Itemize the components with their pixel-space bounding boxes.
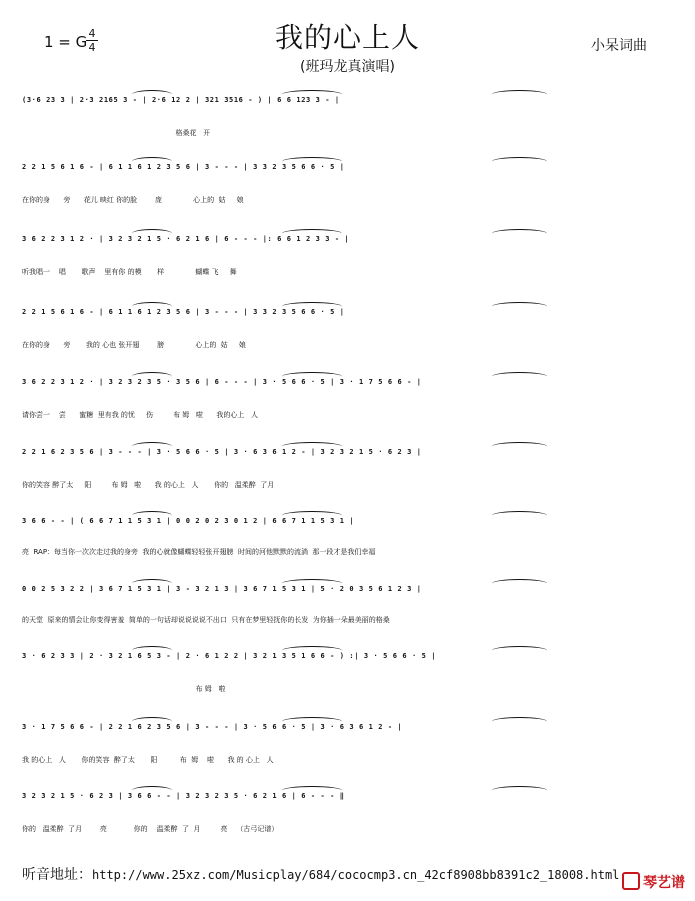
score-system	[22, 378, 687, 438]
notation-line: 2 2 1 5 6 1 6 - | 6 1 1 6 1 2 3 5 6 | 3 - - - | 3 3 2 3 5 6 6 · 5 |	[22, 308, 345, 316]
notation-line: 3 2 3 2 1 5 · 6 2 3 | 3 6 6 - - | 3 2 3 2 3 5 · 6 2 1 6 | 6 - - - ‖	[22, 792, 345, 800]
logo-icon	[622, 872, 640, 890]
slur-mark	[492, 646, 547, 655]
notation-line: 2 2 1 5 6 1 6 - | 6 1 1 6 1 2 3 5 6 | 3 - - - | 3 3 2 3 5 6 6 · 5 |	[22, 163, 345, 171]
slur-mark	[492, 302, 547, 311]
slur-mark	[132, 579, 172, 588]
slur-mark	[282, 579, 342, 588]
slur-mark	[282, 646, 342, 655]
rap-lyrics-line: 亮 RAP：每当你一次次走过我的身旁 我的心就像蝴蝶轻轻张开翅膀 时间的河他默默的流淌 那一段才是我们幸福	[22, 548, 376, 556]
slur-mark	[132, 372, 172, 381]
slur-mark	[492, 511, 547, 520]
lyrics-line: 听我唱一 唱 歌声 里有你 的模 样 蝴蝶 飞 舞	[22, 268, 237, 276]
score-system	[22, 517, 687, 577]
score-system	[22, 792, 687, 852]
notation-line: 3 6 6 - - | ( 6 6 7 1 1 5 3 1 | 0 0 2 0 2 3 0 1 2 | 6 6 7 1 1 5 3 1 |	[22, 517, 355, 525]
score-system	[22, 308, 687, 368]
slur-mark	[492, 157, 547, 166]
slur-mark	[132, 717, 172, 726]
slur-mark	[132, 302, 172, 311]
listen-label: 听音地址：	[22, 867, 92, 883]
notation-line: 3 6 2 2 3 1 2 · | 3 2 3 2 3 5 · 3 5 6 | 6 - - - | 3 · 5 6 6 · 5 | 3 · 1 7 5 6 6 - |	[22, 378, 422, 386]
lyrics-line: 布 姆 啦	[22, 685, 226, 693]
meter-bottom: 4	[88, 41, 96, 54]
song-subtitle: (班玛龙真演唱)	[300, 59, 395, 75]
slur-mark	[282, 157, 342, 166]
listen-address	[22, 864, 619, 884]
site-logo	[622, 872, 685, 892]
slur-mark	[282, 229, 342, 238]
slur-mark	[282, 717, 342, 726]
slur-mark	[282, 442, 342, 451]
song-title: 我的心上人	[274, 21, 420, 54]
lyrics-line: 你的笑容 醉了太 阳 布 姆 啦 我 的心上 人 你的 温柔醉 了月	[22, 481, 275, 489]
slur-mark	[492, 372, 547, 381]
slur-mark	[492, 442, 547, 451]
slur-mark	[132, 157, 172, 166]
slur-mark	[492, 579, 547, 588]
notation-line: 3 · 1 7 5 6 6 - | 2 2 1 6 2 3 5 6 | 3 - - - | 3 · 5 6 6 · 5 | 3 · 6 3 6 1 2 - |	[22, 723, 403, 731]
slur-mark	[492, 717, 547, 726]
lyrics-line: 在你的身 旁 我的 心也 张开翅 膀 心上的 姑 娘	[22, 341, 246, 349]
logo-text: 琴艺谱	[643, 875, 685, 891]
slur-mark	[132, 442, 172, 451]
lyrics-line: 在你的身 旁 花儿 映红 你的脸 庞 心上的 姑 娘	[22, 196, 244, 204]
slur-mark	[132, 646, 172, 655]
notation-line: 3 6 2 2 3 1 2 · | 3 2 3 2 1 5 · 6 2 1 6 | 6 - - - |: 6 6 1 2 3 3 - |	[22, 235, 350, 243]
key-signature: 1 = G	[44, 33, 88, 51]
slur-mark	[132, 90, 172, 99]
slur-mark	[492, 90, 547, 99]
listen-url[interactable]: http://www.25xz.com/Musicplay/684/cococmp3.cn_42cf8908bb8391c2_18008.html	[92, 868, 620, 882]
slur-mark	[492, 229, 547, 238]
slur-mark	[282, 511, 342, 520]
score-system	[22, 235, 687, 295]
slur-mark	[132, 786, 172, 795]
lyrics-line: 请你尝一 尝 蜜糖 里有我 的忧 伤 布 姆 啦 我的心上 人	[22, 411, 259, 419]
slur-mark	[492, 786, 547, 795]
score-system	[22, 448, 687, 508]
lyrics-line: 我 的心上 人 你的笑容 醉了太 阳 布 姆 啦 我 的 心上 人	[22, 756, 274, 764]
slur-mark	[282, 302, 342, 311]
slur-mark	[132, 511, 172, 520]
slur-mark	[132, 229, 172, 238]
notation-line: 3 · 6 2 3 3 | 2 · 3 2 1 6 5 3 - | 2 · 6 1 2 2 | 3 2 1 3 5 1 6 6 - ) :| 3 · 5 6 6 · 5 |	[22, 652, 437, 660]
composer-credit: 小呆词曲	[591, 38, 647, 54]
notation-line: (3·6 23 3 | 2·3 2165 3 - | 2·6 12 2 | 321 3516 - ) | 6 6 123 3 - |	[22, 96, 340, 104]
lyrics-line: 格桑花 开	[22, 129, 211, 137]
score-system	[22, 96, 687, 156]
meter-top: 4	[88, 27, 96, 40]
slur-mark	[282, 90, 342, 99]
rap-lyrics-line: 的天堂 原来的情会让你变得害羞 简单的一句话却说说说说不出口 只有在梦里轻抚你的长发 为你插一朵最美丽的格桑	[22, 616, 390, 624]
notation-line: 2 2 1 6 2 3 5 6 | 3 - - - | 3 · 5 6 6 · 5 | 3 · 6 3 6 1 2 - | 3 2 3 2 1 5 · 6 2 3 |	[22, 448, 422, 456]
score-system	[22, 652, 687, 712]
score-system	[22, 163, 687, 223]
score-system	[22, 585, 687, 645]
slur-mark	[282, 372, 342, 381]
slur-mark	[282, 786, 342, 795]
lyrics-line: 你的 温柔醉 了月 亮 你的 温柔醉 了 月 亮 （古弓记谱）	[22, 825, 279, 833]
notation-line: 0 0 2 5 3 2 2 | 3 6 7 1 5 3 1 | 3 - 3 2 1 3 | 3 6 7 1 5 3 1 | 5 · 2 0 3 5 6 1 2 3 |	[22, 585, 422, 593]
score-system	[22, 723, 687, 783]
